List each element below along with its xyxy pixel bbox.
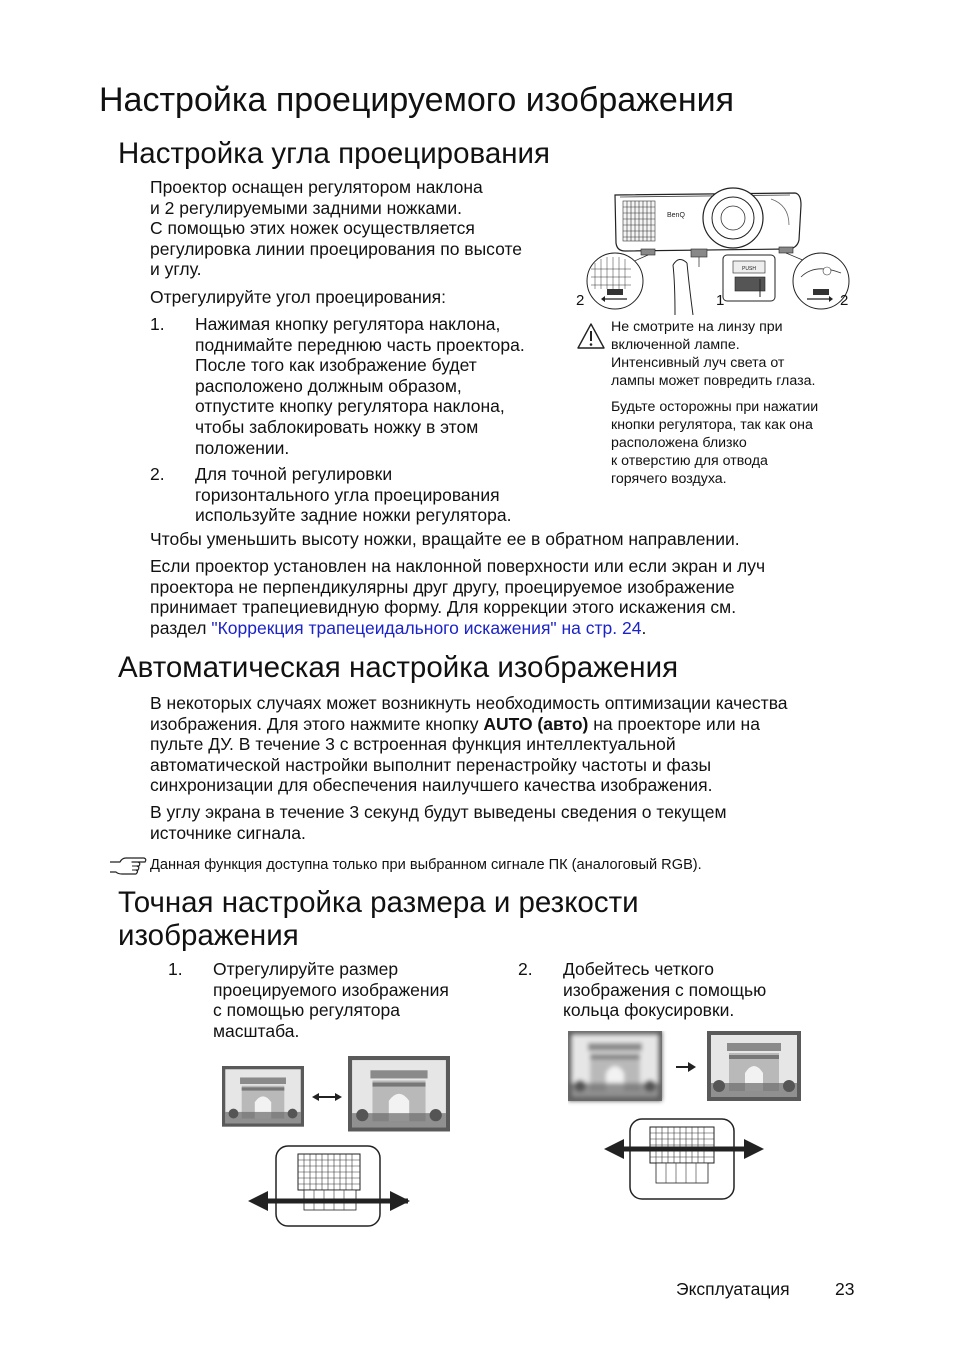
note-hand-icon	[108, 854, 148, 878]
adjust-label: Отрегулируйте угол проецирования:	[150, 287, 447, 307]
section-heading-angle: Настройка угла проецирования	[118, 137, 550, 170]
step-number: 1.	[150, 314, 165, 334]
step-text: Нажимая кнопку регулятора наклона, поднимайте переднюю часть проектора. После того как изображение будет расположено должным образом, отпустите кнопку регулятора наклона, чтобы заблокировать ножку в этом положении.	[195, 314, 525, 458]
auto-source-paragraph: В углу экрана в течение 3 секунд будут выведены сведения о текущем источнике сигнала.	[150, 802, 727, 843]
zoom-step-text: Отрегулируйте размер проецируемого изображения с помощью регулятора масштаба.	[213, 959, 449, 1041]
step-number: 2.	[518, 959, 533, 979]
auto-paragraph: В некоторых случаях может возникнуть необходимость оптимизации качества изображения. Для этого нажмите кнопку AUTO (авто) на проекторе или на пульте ДУ. В течение 3 с встроенная функция интеллектуальной автоматической настройки выполнит перенастройку частоты и фазы синхронизации для обеспечения наилучшего качества изображения.	[150, 693, 788, 796]
push-label: PUSH	[742, 266, 756, 272]
figure-label-2-right: 2	[840, 292, 849, 309]
auto-button-name: AUTO (авто)	[483, 713, 589, 734]
step-number: 2.	[150, 464, 165, 484]
footer-section: Эксплуатация	[676, 1279, 790, 1299]
note-text: Данная функция доступна только при выбранном сигнале ПК (аналоговый RGB).	[150, 857, 702, 873]
keystone-paragraph: Если проектор установлен на наклонной поверхности или если экран и луч проектора не перпендикулярны друг другу, проецируемое изображение принимает трапециевидную форму. Для коррекции этого искажения см. раздел "Коррекция трапецеидального искажения" на стр. 24.	[150, 556, 766, 638]
warning-lens-text: Не смотрите на линзу при включенной лампе. Интенсивный луч света от лампы может повредить глаза.	[611, 319, 816, 389]
warning-button-text: Будьте осторожны при нажатии кнопки регулятора, так как она расположена близко к отверстию для отвода горячего воздуха.	[611, 399, 819, 487]
lower-feet-text: Чтобы уменьшить высоту ножки, вращайте ее в обратном направлении.	[150, 529, 740, 549]
zoom-illustration	[220, 1054, 456, 1229]
figure-label-2-left: 2	[576, 292, 585, 309]
section-heading-auto: Автоматическая настройка изображения	[118, 651, 679, 684]
warning-icon	[576, 322, 606, 350]
step-number: 1.	[168, 959, 183, 979]
figure-label-1: 1	[716, 292, 725, 309]
keystone-link[interactable]: "Коррекция трапецеидального искажения" на стр. 24	[211, 617, 642, 638]
section-heading-fine: Точная настройка размера и резкости изображения	[118, 886, 639, 952]
page-title: Настройка проецируемого изображения	[99, 81, 735, 119]
page-number: 23	[835, 1279, 855, 1299]
focus-illustration	[568, 1031, 808, 1203]
step-text: Для точной регулировки горизонтального угла проецирования используйте задние ножки регулятора.	[195, 464, 512, 526]
brand-logo: BenQ	[667, 212, 685, 219]
projector-tilt-figure	[575, 185, 855, 315]
focus-step-text: Добейтесь четкого изображения с помощью кольца фокусировки.	[563, 959, 767, 1021]
intro-paragraph: Проектор оснащен регулятором наклона и 2 регулируемыми задними ножками. С помощью этих ножек осуществляется регулировка линии проецирования по высоте и углу.	[150, 177, 523, 280]
